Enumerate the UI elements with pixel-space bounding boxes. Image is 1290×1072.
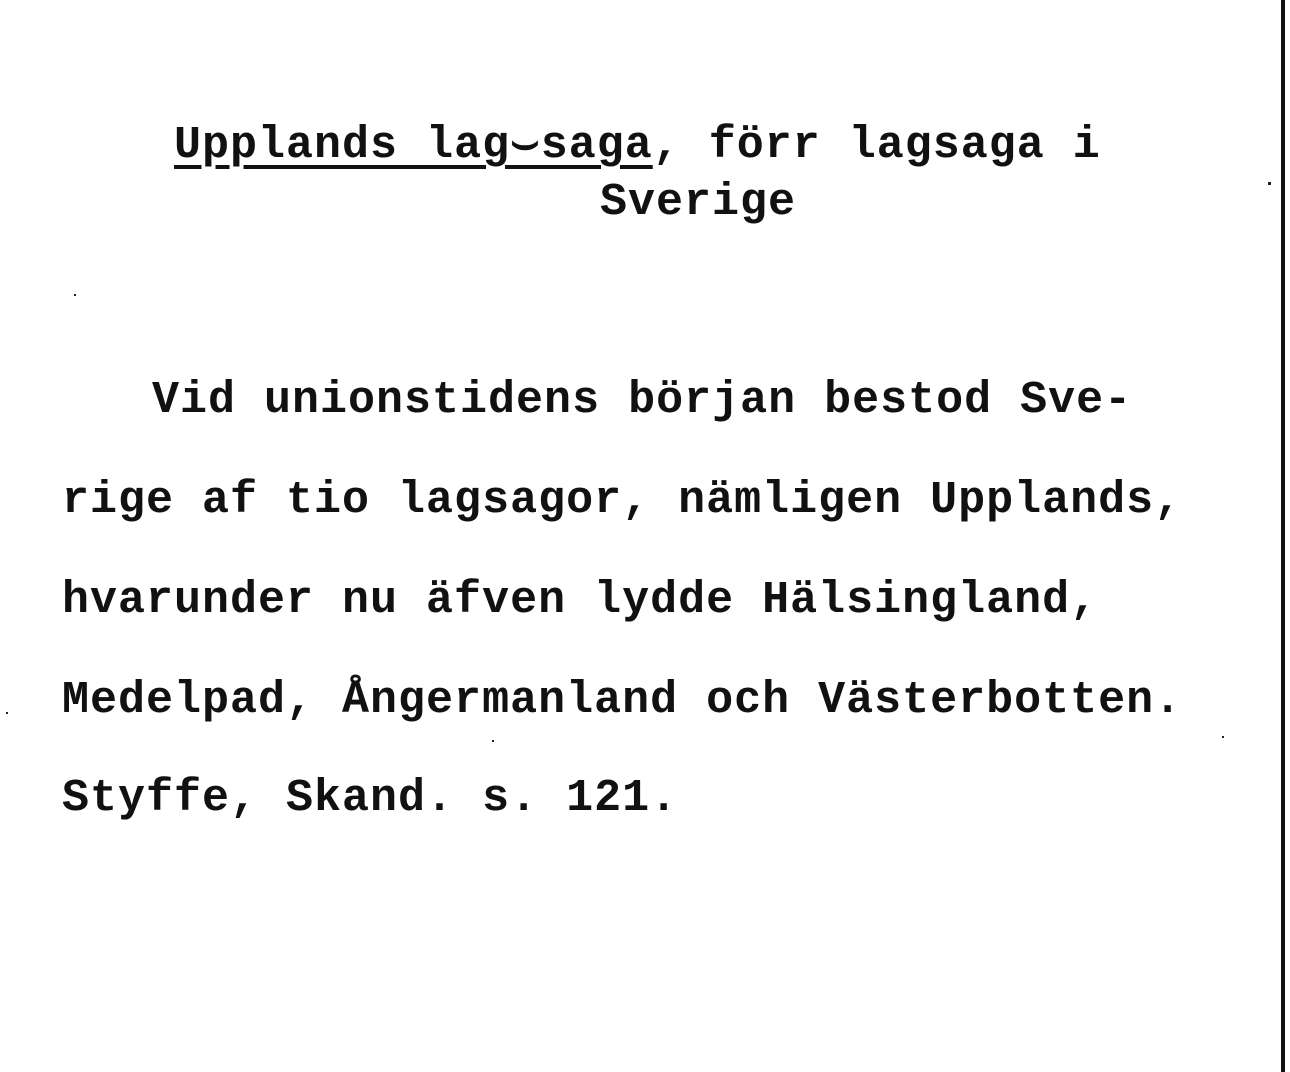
body-line-2: rige af tio lagsagor, nämligen Upplands,: [62, 475, 1183, 526]
body-line-4: Medelpad, Ångermanland och Västerbotten.: [62, 675, 1183, 726]
scan-speck: [1222, 736, 1224, 738]
card-edge: [1281, 0, 1285, 1072]
body-line-5: Styffe, Skand. s. 121.: [62, 773, 679, 824]
scan-speck: [1268, 182, 1271, 185]
scan-speck: [492, 740, 494, 742]
heading-line-2: Sverige: [600, 177, 797, 228]
card-heading: [62, 78, 1101, 213]
scan-speck: [74, 294, 76, 296]
scan-speck: [6, 712, 8, 714]
body-line-1: Vid unionstidens början bestod Sve-: [152, 375, 1133, 426]
heading-rest: , förr lagsaga i: [652, 120, 1101, 171]
body-line-3: hvarunder nu äfven lydde Hälsingland,: [62, 575, 1099, 626]
heading-underlined-term: Upplands lag⌣saga: [174, 120, 653, 171]
